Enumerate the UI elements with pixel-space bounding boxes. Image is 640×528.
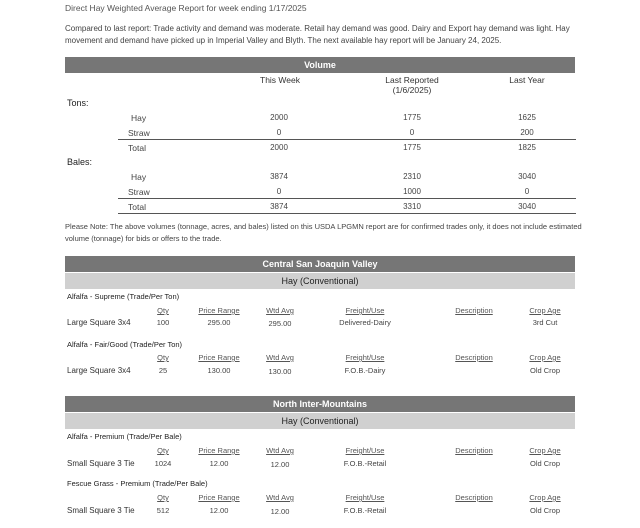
tons-total-this-week: 2000 [270,143,288,152]
bales-straw-label: Straw [128,187,150,197]
header-qty: Qty [157,306,169,315]
price-range-value: 130.00 [207,366,231,375]
header-wtd-avg: Wtd Avg [266,446,294,455]
bales-label: Bales: [67,157,93,167]
tons-hay-this-week: 2000 [270,113,288,122]
header-qty: Qty [157,446,169,455]
region-heading-north-inter-mountains: North Inter-Mountains [65,396,575,412]
tons-straw-this-week: 0 [276,128,282,137]
tons-total-last-reported: 1775 [403,143,421,152]
header-freight-use: Freight/Use [345,446,385,455]
bales-total-last-reported: 3310 [403,202,421,211]
col-last-reported-date: (1/6/2025) [392,85,432,95]
crop-age-value: Old Crop [529,366,560,375]
crop-age-value: Old Crop [529,506,560,515]
header-freight-use: Freight/Use [345,353,385,362]
volume-note: Please Note: The above volumes (tonnage, acres, and bales) listed on this USDA LPGMN report are for confirmed trades only, it does not include estimated volume (tonnage) for bids or offers to the trade. [65,222,582,243]
product-name: Small Square 3 Tie [67,459,135,468]
tons-total-label: Total [128,143,146,153]
wtd-avg-value: 130.00 [268,367,292,376]
header-price-range: Price Range [198,493,240,502]
volume-bottom-rule [118,213,576,214]
header-description: Description [455,446,493,455]
product-name: Small Square 3 Tie [67,506,135,515]
col-this-week: This Week [260,75,300,85]
header-description: Description [455,493,493,502]
freight-use-value: F.O.B.-Dairy [344,366,386,375]
bales-hay-this-week: 3874 [270,172,288,181]
bales-hay-last-reported: 2310 [403,172,421,181]
bales-hay-last-year: 3040 [518,172,536,181]
header-price-range: Price Range [198,353,240,362]
header-price-range: Price Range [198,446,240,455]
crop-age-value: 3rd Cut [532,318,558,327]
header-price-range: Price Range [198,306,240,315]
bales-total-last-year: 3040 [518,202,536,211]
bales-hay-label: Hay [131,172,147,182]
col-last-reported: Last Reported [385,75,439,85]
tons-straw-last-year: 200 [520,128,534,137]
tons-hay-last-year: 1625 [518,113,536,122]
qty-value: 100 [156,318,170,327]
category-alfalfa-supreme: Alfalfa - Supreme (Trade/Per Ton) [67,292,180,301]
header-wtd-avg: Wtd Avg [266,493,294,502]
header-freight-use: Freight/Use [345,493,385,502]
header-wtd-avg: Wtd Avg [266,353,294,362]
category-alfalfa-fair-good: Alfalfa - Fair/Good (Trade/Per Ton) [67,340,183,349]
bales-total-label: Total [128,202,146,212]
tons-straw-last-reported: 0 [409,128,415,137]
category-fescue-grass-premium: Fescue Grass - Premium (Trade/Per Bale) [67,479,208,488]
header-qty: Qty [157,353,169,362]
qty-value: 25 [158,366,168,375]
freight-use-value: F.O.B.-Retail [343,459,387,468]
header-crop-age: Crop Age [529,306,561,315]
tons-hay-label: Hay [131,113,147,123]
bales-total-rule [118,198,576,199]
crop-age-value: Old Crop [529,459,560,468]
region-heading-central-san-joaquin: Central San Joaquin Valley [65,256,575,272]
header-description: Description [455,353,493,362]
qty-value: 512 [156,506,170,515]
wtd-avg-value: 12.00 [270,460,290,469]
volume-heading: Volume [65,57,575,73]
region-subheading-north-inter-mountains: Hay (Conventional) [65,413,575,429]
header-freight-use: Freight/Use [345,306,385,315]
tons-straw-label: Straw [128,128,150,138]
tons-label: Tons: [67,98,89,108]
header-description: Description [455,306,493,315]
tons-total-rule [118,139,576,140]
price-range-value: 295.00 [207,318,231,327]
qty-value: 1024 [154,459,172,468]
tons-total-last-year: 1825 [518,143,536,152]
bales-straw-this-week: 0 [276,187,282,196]
col-last-year: Last Year [509,75,545,85]
tons-hay-last-reported: 1775 [403,113,421,122]
wtd-avg-value: 12.00 [270,507,290,516]
bales-straw-last-reported: 1000 [403,187,421,196]
product-name: Large Square 3x4 [67,366,131,375]
header-crop-age: Crop Age [529,493,561,502]
category-alfalfa-premium: Alfalfa - Premium (Trade/Per Bale) [67,432,182,441]
price-range-value: 12.00 [209,459,229,468]
region-subheading-central-san-joaquin: Hay (Conventional) [65,273,575,289]
price-range-value: 12.00 [209,506,229,515]
report-title: Direct Hay Weighted Average Report for week ending 1/17/2025 [65,3,307,13]
bales-total-this-week: 3874 [270,202,288,211]
wtd-avg-value: 295.00 [268,319,292,328]
freight-use-value: F.O.B.-Retail [343,506,387,515]
header-crop-age: Crop Age [529,446,561,455]
bales-straw-last-year: 0 [524,187,530,196]
header-crop-age: Crop Age [529,353,561,362]
freight-use-value: Delivered-Dairy [339,318,391,327]
header-wtd-avg: Wtd Avg [266,306,294,315]
report-summary: Compared to last report: Trade activity and demand was moderate. Retail hay demand was good. Dairy and Export hay demand was light. Hay movement and demand have picked up in Imperial Valley and Blyth. The next available hay report will be January 24, 2025. [65,24,570,45]
product-name: Large Square 3x4 [67,318,131,327]
header-qty: Qty [157,493,169,502]
